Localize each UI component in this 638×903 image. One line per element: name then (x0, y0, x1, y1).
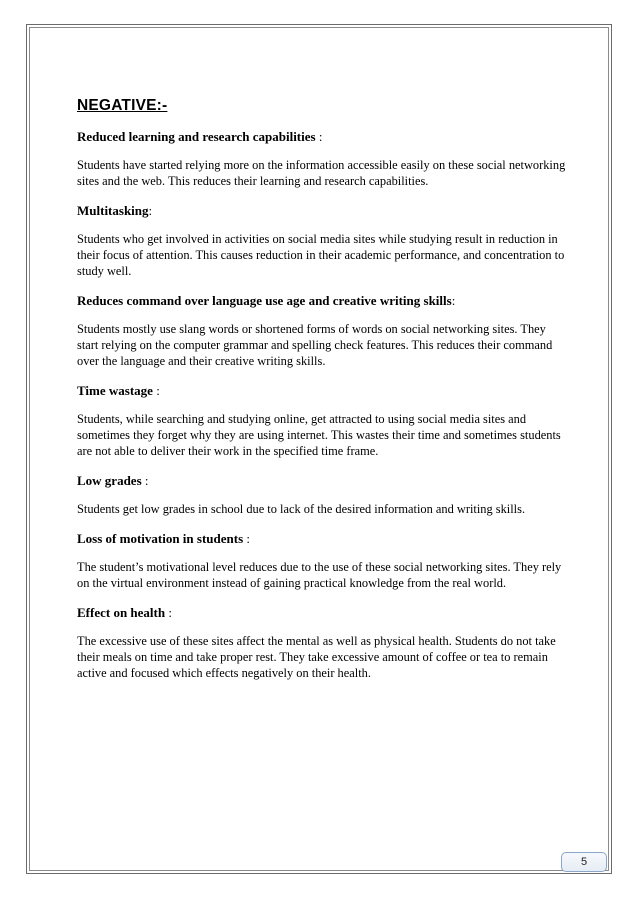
section-title-suffix: : (315, 129, 323, 144)
section-reduced-learning (77, 129, 567, 189)
section-title (77, 473, 567, 489)
section-title (77, 129, 567, 145)
section-body: Students have started relying more on the information accessible easily on these social networking sites and the web. This reduces their learning and research capabilities. (77, 158, 566, 188)
section-time-wastage (77, 383, 567, 459)
section-body: Students who get involved in activities on social media sites while studying result in reduction in their focus of attention. This causes reduction in their academic performance, and concentration to study well. (77, 232, 565, 278)
section-body: The student’s motivational level reduces due to the use of these social networking sites. They rely on the virtual environment instead of gaining practical knowledge from the real world. (77, 560, 562, 590)
section-title (77, 203, 567, 219)
section-title (77, 383, 567, 399)
section-title (77, 531, 567, 547)
section-effect-on-health (77, 605, 567, 681)
section-title-text: Effect on health (77, 605, 166, 620)
section-title-suffix: : (451, 293, 456, 308)
section-title-text: Loss of motivation in students (77, 531, 244, 546)
section-title-suffix: : (152, 383, 160, 398)
section-title-text: Time wastage (77, 383, 153, 398)
section-loss-of-motivation (77, 531, 567, 591)
section-body: The excessive use of these sites affect the mental as well as physical health. Students do not take their meals on time and take proper rest. They take excessive amount of coffee or tea to remain active and focused which effects negatively on their health. (77, 634, 556, 680)
section-title-suffix: : (165, 605, 172, 620)
section-title-text: Reduces command over language use age and creative writing skills (77, 293, 452, 308)
section-title-text: Reduced learning and research capabilities (77, 129, 316, 144)
section-title-suffix: : (243, 531, 251, 546)
section-body: Students, while searching and studying online, get attracted to using social media sites and sometimes they forget why they are using internet. This wastes their time and sometimes students are not able to deliver their work in the specified time frame. (77, 412, 561, 458)
section-title-suffix: : (148, 203, 153, 218)
section-body: Students get low grades in school due to lack of the desired information and writing skills. (77, 502, 526, 516)
page-number: 5 (561, 852, 607, 872)
section-title (77, 293, 567, 309)
document-content (77, 97, 567, 695)
section-title-text: Low grades (77, 473, 142, 488)
section-multitasking (77, 203, 567, 279)
section-title-text: Multitasking (77, 203, 149, 218)
page-heading: NEGATIVE:- (77, 97, 168, 114)
section-title-suffix: : (141, 473, 149, 488)
section-title (77, 605, 567, 621)
section-low-grades (77, 473, 567, 517)
section-language-skills (77, 293, 567, 369)
section-body: Students mostly use slang words or shortened forms of words on social networking sites. They start relying on the computer grammar and spelling check features. This reduces their command over the language and their creative writing skills. (77, 322, 553, 368)
